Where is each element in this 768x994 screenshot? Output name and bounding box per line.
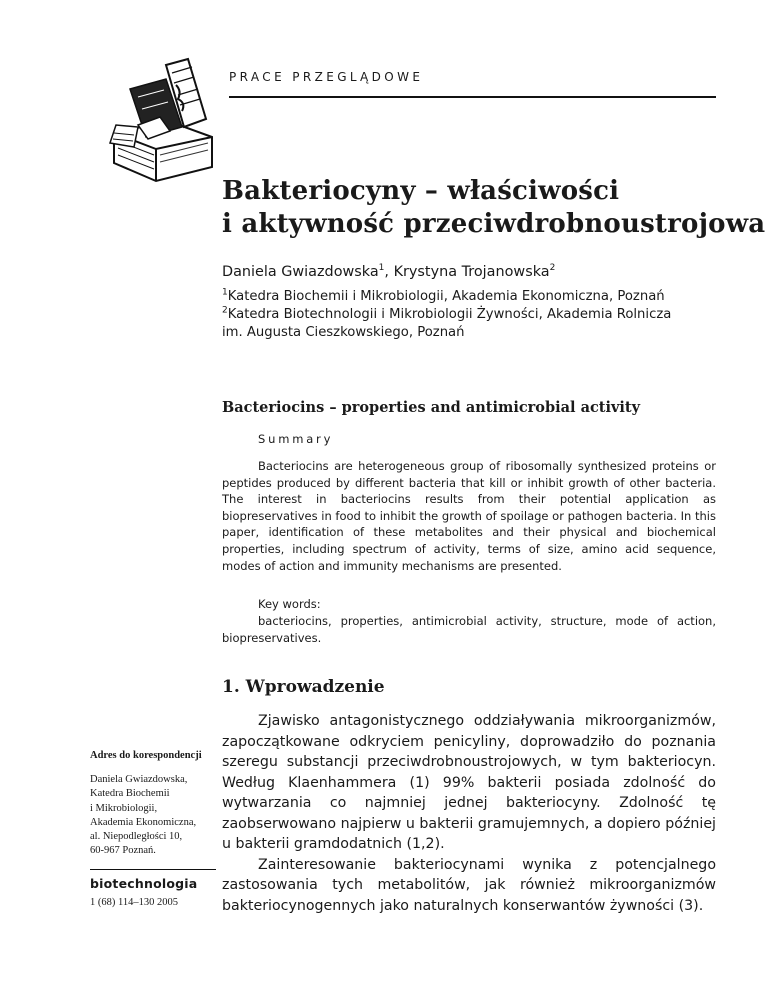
article-title-line2: i aktywność przeciwdrobnoustrojowa [222, 209, 766, 239]
affiliation-2 [222, 307, 671, 322]
paragraph-2: Zainteresowanie bakteriocynami wynika z potencjalnego zastosowania tych metabolitów, jak również mikroorganizmów bakteriocynogennych jako naturalnych konserwantów żywności (3). [222, 856, 716, 914]
article-title-line1: Bakteriocyny – właściwości [222, 176, 620, 206]
affiliation-3 [222, 325, 465, 340]
address-line: i Mikrobiologii, [90, 802, 158, 814]
address-line: al. Niepodległości 10, [90, 831, 183, 843]
correspondence-address [90, 773, 216, 859]
sidebar-rule [90, 869, 216, 870]
correspondence-sidebar [90, 750, 216, 908]
affiliation-2-text: Katedra Biotechnologii i Mikrobiologii Żywności, Akademia Rolnicza [227, 307, 672, 322]
correspondence-label: Adres do korespondencji [90, 750, 202, 761]
section-rule [229, 96, 716, 98]
authors [222, 264, 555, 280]
section-heading: 1. Wprowadzenie [222, 677, 385, 697]
body-text [222, 711, 716, 916]
address-line: Akademia Ekonomiczna, [90, 816, 197, 828]
affiliation-1-sup: 1 [222, 287, 228, 298]
affiliation-1-text: Katedra Biochemii i Mikrobiologii, Akademia Ekonomiczna, Poznań [227, 289, 665, 304]
summary-label: Summary [258, 432, 334, 446]
journal-citation: 1 (68) 114–130 2005 [90, 896, 178, 908]
keywords-label: Key words: [258, 597, 321, 611]
author-1-sup: 1 [378, 263, 385, 274]
book-stack-icon [108, 55, 220, 185]
keywords-text: bacteriocins, properties, antimicrobial activity, structure, mode of action, biopreservatives. [222, 614, 716, 645]
address-line: Daniela Gwiazdowska, [90, 774, 188, 785]
affiliation-1 [222, 289, 665, 304]
author-1: Daniela Gwiazdowska [222, 264, 379, 280]
address-line: Katedra Biochemii [90, 788, 170, 800]
author-separator: , [384, 264, 394, 280]
address-line: 60-967 Poznań. [90, 845, 156, 857]
author-2: Krystyna Trojanowska [393, 264, 550, 280]
affiliation-2-sup: 2 [222, 305, 228, 316]
journal-name: biotechnologia [90, 875, 198, 891]
abstract-text: Bacteriocins are heterogeneous group of ribosomally synthesized proteins or peptides produced by different bacteria that kill or inhibit growth of other bacteria. The interest in bacteriocins results from their potential application as biopreservatives in food to inhibit the growth of spoilage or pathogen bacteria. In this paper, identification of these metabolites and their physical and biochemical properties, including spectrum of activity, terms of size, amino acid sequence, modes of action and immunity mechanisms are presented. [222, 459, 716, 573]
author-2-sup: 2 [549, 263, 556, 274]
affiliation-3-text: im. Augusta Cieszkowskiego, Poznań [222, 325, 465, 340]
section-label: PRACE PRZEGLĄDOWE [229, 70, 424, 84]
english-title: Bacteriocins – properties and antimicrobial activity [222, 399, 641, 416]
paragraph-1: Zjawisko antagonistycznego oddziaływania mikroorganizmów, zapoczątkowane odkryciem penicyliny, doprowadziło do poznania szeregu substancji przeciwdrobnoustrojowych, w tym bakteriocyn. Według Klaenhammera (1) 99% bakterii posiada zdolność do wytwarzania co najmniej jednej bakteriocyny. Zdolność tę zaobserwowano najpierw u bakterii gramujemnych, a dopiero później u bakterii gramdodatnich (1,2). [222, 713, 716, 852]
